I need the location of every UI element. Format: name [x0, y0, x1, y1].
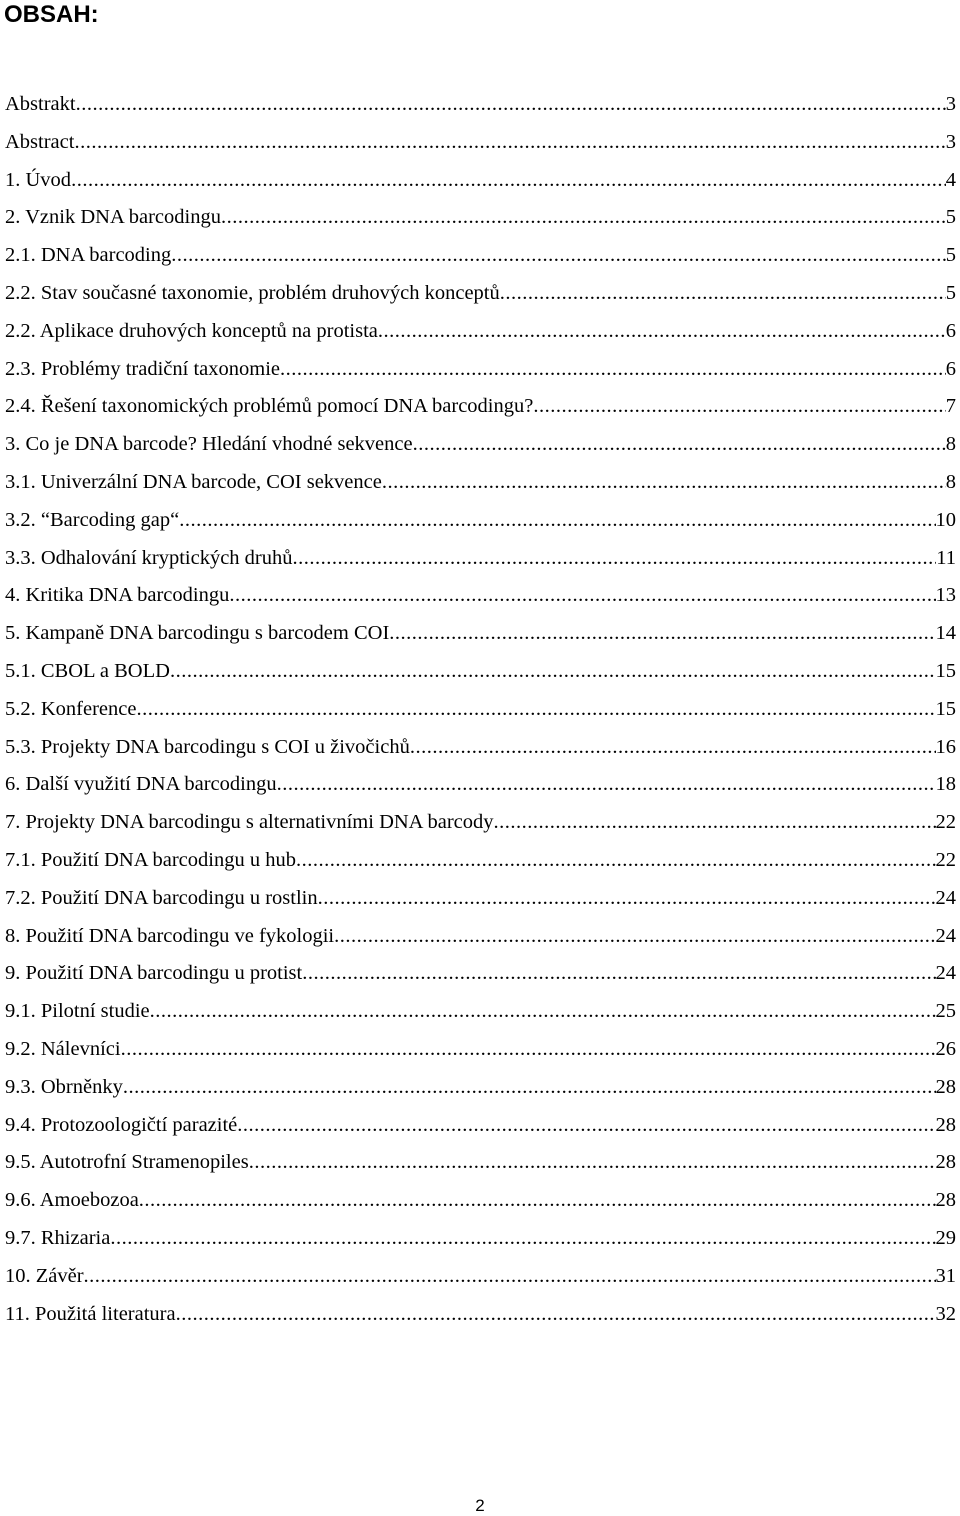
toc-entry[interactable]	[5, 804, 956, 842]
toc-entry-page: 8	[945, 433, 956, 456]
toc-entry-page: 28	[935, 1113, 956, 1136]
toc-entry[interactable]	[5, 729, 956, 767]
toc-entry-page: 24	[935, 924, 956, 947]
toc-entry-title: 9.6. Amoebozoa	[5, 1189, 139, 1212]
toc-dot-leader	[171, 237, 945, 275]
toc-dot-leader	[76, 86, 946, 124]
toc-entry-title: 9.4. Protozoologičtí parazité	[5, 1113, 238, 1136]
toc-entry-title: 9.1. Pilotní studie	[5, 1000, 150, 1023]
toc-entry[interactable]	[5, 1069, 956, 1107]
toc-entry-title: 3.3. Odhalování kryptických druhů	[5, 546, 293, 569]
toc-entry-title: 3. Co je DNA barcode? Hledání vhodné sekvence	[5, 433, 413, 456]
toc-entry[interactable]	[5, 993, 956, 1031]
toc-entry-page: 3	[945, 93, 956, 115]
toc-entry-page: 8	[945, 470, 956, 493]
toc-entry-page: 14	[935, 622, 956, 645]
toc-entry[interactable]	[5, 275, 956, 313]
toc-entry-page: 24	[935, 962, 956, 985]
toc-dot-leader	[150, 993, 936, 1031]
toc-entry-title: 9.3. Obrněnky	[5, 1075, 123, 1098]
toc-entry[interactable]	[5, 1296, 956, 1334]
toc-entry[interactable]	[5, 842, 956, 880]
toc-entry-title: 7.1. Použití DNA barcodingu u hub	[5, 848, 296, 871]
toc-dot-leader	[378, 313, 946, 351]
toc-entry[interactable]	[5, 1220, 956, 1258]
toc-entry-page: 29	[935, 1226, 956, 1249]
toc-entry-page: 22	[935, 848, 956, 871]
toc-entry-page: 6	[945, 357, 956, 380]
toc-entry-title: 9.7. Rhizaria	[5, 1226, 111, 1249]
toc-entry-page: 3	[945, 130, 956, 153]
toc-dot-leader	[121, 1031, 936, 1069]
toc-entry[interactable]	[5, 313, 956, 351]
toc-entry-page: 32	[935, 1302, 956, 1325]
toc-dot-leader	[249, 1144, 936, 1182]
toc-entry[interactable]	[5, 1258, 956, 1296]
toc-dot-leader	[293, 540, 937, 578]
toc-dot-leader	[221, 199, 946, 237]
toc-entry-page: 28	[935, 1151, 956, 1174]
toc-entry[interactable]	[5, 1144, 956, 1182]
toc-dot-leader	[280, 351, 946, 389]
toc-entry-title: 5. Kampaně DNA barcodingu s barcodem COI	[5, 622, 390, 645]
toc-entry[interactable]	[5, 653, 956, 691]
toc-entry-title: 10. Závěr	[5, 1264, 84, 1287]
page-number: 2	[475, 1496, 485, 1515]
toc-entry[interactable]	[5, 691, 956, 729]
toc-entry[interactable]	[5, 766, 956, 804]
toc-dot-leader	[170, 653, 936, 691]
toc-dot-leader	[413, 426, 946, 464]
toc-dot-leader	[494, 804, 936, 842]
toc-entry-page: 5	[945, 206, 956, 229]
toc-entry[interactable]	[5, 1182, 956, 1220]
toc-entry[interactable]	[5, 955, 956, 993]
toc-entry-title: 5.1. CBOL a BOLD	[5, 659, 170, 682]
toc-dot-leader	[84, 1258, 936, 1296]
toc-entry-page: 6	[945, 319, 956, 342]
toc-dot-leader	[410, 729, 936, 767]
toc-entry-page: 5	[945, 281, 956, 304]
toc-entry-page: 22	[935, 811, 956, 834]
toc-entry-title: 2.3. Problémy tradiční taxonomie	[5, 357, 280, 380]
toc-entry-title: 2.4. Řešení taxonomických problémů pomocí DNA barcodingu?	[5, 395, 534, 418]
toc-dot-leader	[302, 955, 935, 993]
toc-dot-leader	[139, 1182, 936, 1220]
toc-dot-leader	[500, 275, 946, 313]
toc-entry[interactable]	[5, 577, 956, 615]
toc-entry-title: 8. Použití DNA barcodingu ve fykologii	[5, 924, 335, 947]
toc-entry-title: 9.2. Nálevníci	[5, 1037, 121, 1060]
toc-entry-page: 25	[935, 1000, 956, 1023]
toc-entry-title: 5.2. Konference	[5, 697, 137, 720]
toc-dot-leader	[318, 880, 936, 918]
toc-entry-page: 28	[935, 1189, 956, 1212]
toc-entry-title: 4. Kritika DNA barcodingu	[5, 584, 230, 607]
toc-entry[interactable]	[5, 388, 956, 426]
toc-entry[interactable]	[5, 426, 956, 464]
toc-entry-title: 2. Vznik DNA barcodingu	[5, 206, 221, 229]
toc-entry[interactable]	[5, 124, 956, 162]
toc-entry-page: 4	[945, 168, 956, 191]
toc-entry-title: 9. Použití DNA barcodingu u protist	[5, 962, 303, 985]
toc-dot-leader	[296, 842, 936, 880]
toc-entry-title: 9.5. Autotrofní Stramenopiles	[5, 1151, 249, 1174]
toc-entry-title: 1. Úvod	[5, 168, 72, 191]
toc-entry-title: 6. Další využití DNA barcodingu	[5, 773, 277, 796]
toc-entry-title: 3.1. Univerzální DNA barcode, COI sekvence	[5, 470, 382, 493]
toc-entry-title: 7.2. Použití DNA barcodingu u rostlin	[5, 886, 318, 909]
toc-dot-leader	[389, 615, 935, 653]
toc-entry-title: 7. Projekty DNA barcodingu s alternativními DNA barcody	[5, 811, 494, 834]
toc-entry[interactable]	[5, 86, 956, 124]
toc-entry-page: 31	[935, 1264, 956, 1287]
toc-entry[interactable]	[5, 1031, 956, 1069]
toc-entry-title: 2.2. Aplikace druhových konceptů na protista	[5, 319, 378, 342]
toc-entry-title: 3.2. “Barcoding gap“	[5, 508, 180, 531]
toc-dot-leader	[334, 918, 935, 956]
toc-entry[interactable]	[5, 615, 956, 653]
toc-entry-title: 2.2. Stav současné taxonomie, problém druhových konceptů	[5, 281, 500, 304]
toc-entry-title: 11. Použitá literatura	[5, 1302, 176, 1325]
toc-dot-leader	[74, 124, 945, 162]
toc-entry-page: 16	[935, 735, 956, 758]
table-of-contents	[5, 86, 956, 1333]
toc-entry[interactable]	[5, 162, 956, 200]
toc-dot-leader	[179, 502, 935, 540]
toc-dot-leader	[71, 162, 946, 200]
toc-entry-page: 11	[936, 546, 956, 569]
toc-entry[interactable]	[5, 918, 956, 956]
toc-entry-page: 24	[935, 886, 956, 909]
toc-entry-title: Abstract	[5, 130, 75, 153]
toc-dot-leader	[136, 691, 935, 729]
toc-entry[interactable]	[5, 880, 956, 918]
toc-dot-leader	[382, 464, 946, 502]
toc-entry[interactable]	[5, 540, 956, 578]
toc-entry[interactable]	[5, 502, 956, 540]
toc-entry-page: 13	[935, 584, 956, 607]
toc-dot-leader	[176, 1296, 936, 1334]
toc-entry[interactable]	[5, 1107, 956, 1145]
toc-heading: OBSAH:	[4, 1, 99, 28]
toc-entry-page: 7	[945, 395, 956, 418]
toc-entry-title: 5.3. Projekty DNA barcodingu s COI u živočichů	[5, 735, 410, 758]
toc-entry-page: 18	[935, 773, 956, 796]
toc-entry-page: 15	[935, 659, 956, 682]
toc-dot-leader	[229, 577, 935, 615]
toc-entry-page: 15	[935, 697, 956, 720]
toc-entry-title: 2.1. DNA barcoding	[5, 244, 172, 267]
toc-entry-page: 10	[935, 508, 956, 531]
toc-dot-leader	[110, 1220, 935, 1258]
toc-entry-page: 26	[935, 1037, 956, 1060]
toc-entry-page: 28	[935, 1075, 956, 1098]
toc-entry[interactable]	[5, 351, 956, 389]
toc-entry-title: Abstrakt	[5, 93, 76, 115]
toc-entry[interactable]	[5, 199, 956, 237]
toc-dot-leader	[277, 766, 936, 804]
toc-dot-leader	[123, 1069, 936, 1107]
toc-dot-leader	[533, 388, 945, 426]
toc-entry[interactable]	[5, 464, 956, 502]
toc-entry-page: 5	[945, 244, 956, 267]
toc-entry[interactable]	[5, 237, 956, 275]
toc-dot-leader	[237, 1107, 935, 1145]
